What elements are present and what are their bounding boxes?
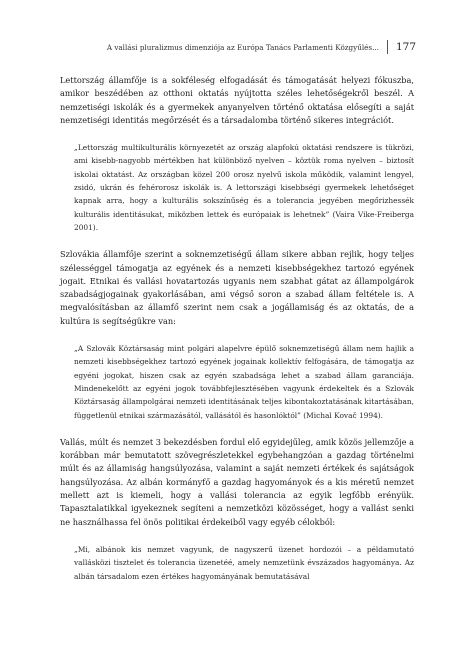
block-quote: „A Szlovák Köztársaság mint polgári alapelvre épülő soknemzetiségű állam nem hajlik a nemzeti kisebbségekhez tartozó egyének jogainak kollektív felfogására, de támogatja az egyéni jogokat, hiszen csak az egyén szabadsága lehet a szabad állam garanciája. Mindenekelőtt az egyéni jogok továbbfejlesztésében vagyunk érdekeltek és a Szlovák Köztársaság állampolgárai nemzeti identitásának teljes kibontakoztatásának kitartásában, függetlenül etnikai származásától, vallásától és hasonlóktól” (Michal Kovač 1994). (74, 344, 414, 420)
block-quote: „Mi, albánok kis nemzet vagyunk, de nagyszerű üzenet hordozói – a példamutató vallásközi tisztelet és tolerancia üzenetéé, amely nemzetünk évszázados hagyománya. Az albán társadalom ezen értékes hagyományának bemutatásával (74, 544, 414, 581)
body-paragraph: Szlovákia államfője szerint a soknemzetiségű állam sikere abban rejlik, hogy teljes szélességgel támogatja az egyének és a nemzeti kisebbségekhez tartozó egyének jogait. Etnikai és vallási hovatartozás ugyanis nem szabhat gátat az állampolgárok szabadságjogainak gyakorlásában, ami végső soron a szabad állam feltétele is. A megvalósításban az államfő szerint nem csak a jogállamiság és az oktatás, de a kultúra is segítségükre van: (60, 249, 414, 326)
body-paragraph: Lettország államfője is a sokféleség elfogadását és támogatását helyezi fókuszba, amikor beszédében az otthoni oktatás nyújtotta széles lehetőségekről beszél. A nemzetiségi iskolák és a gyermekek anyanyelven történő oktatása elősegíti a saját nemzetiségi identitás megőrzését és a társadalomba történő sikeres integrációt. (60, 75, 414, 125)
running-title: A vallási pluralizmus dimenziója az Európa Tanács Parlamenti Közgyűlés... (106, 43, 379, 52)
block-quote: „Lettország multikulturális környezetét az ország alapfokú oktatási rendszere is tükrözi, ami kisebb-nagyobb mértékben hat különböző nyelven – köztük roma nyelven – biztosít iskolai oktatást. Az országban közel 200 orosz nyelvű iskola működik, valamint lengyel, zsidó, ukrán és fehérorosz iskolák is. A lettországi kisebbségi gyermekek lehetőséget kapnak arra, hogy a kulturális sokszínűség és a tolerancia jegyében megőrizhessék kulturális identitásukat, miközben lettek és európaiak is lehetnek” (Vaira Vike-Freiberga 2001). (74, 143, 414, 232)
body-paragraph: Vallás, múlt és nemzet 3 bekezdésben fordul elő egyidejűleg, amik közös jellemzője a korábban már bemutatott szövegrészletekkel egybehangzóan a gazdag történelmi múlt és az államiság hangsúlyozása, valamint a saját nemzeti értékek és sajátságok hangsúlyozása. Az albán kormányfő a gazdag hagyományok és a kis méretű nemzet mellett azt is kiemeli, hogy a vallási tolerancia az egyik legfőbb erényük. Tapasztalatikkal igyekeznek segíteni a nemzetközi közösséget, hogy a vallást senki ne használhassa fel önös politikai érdekeiből vagy egyéb célokból: (60, 436, 414, 527)
page-body (60, 74, 414, 583)
page-number: 177 (387, 40, 416, 54)
running-header (60, 34, 416, 54)
